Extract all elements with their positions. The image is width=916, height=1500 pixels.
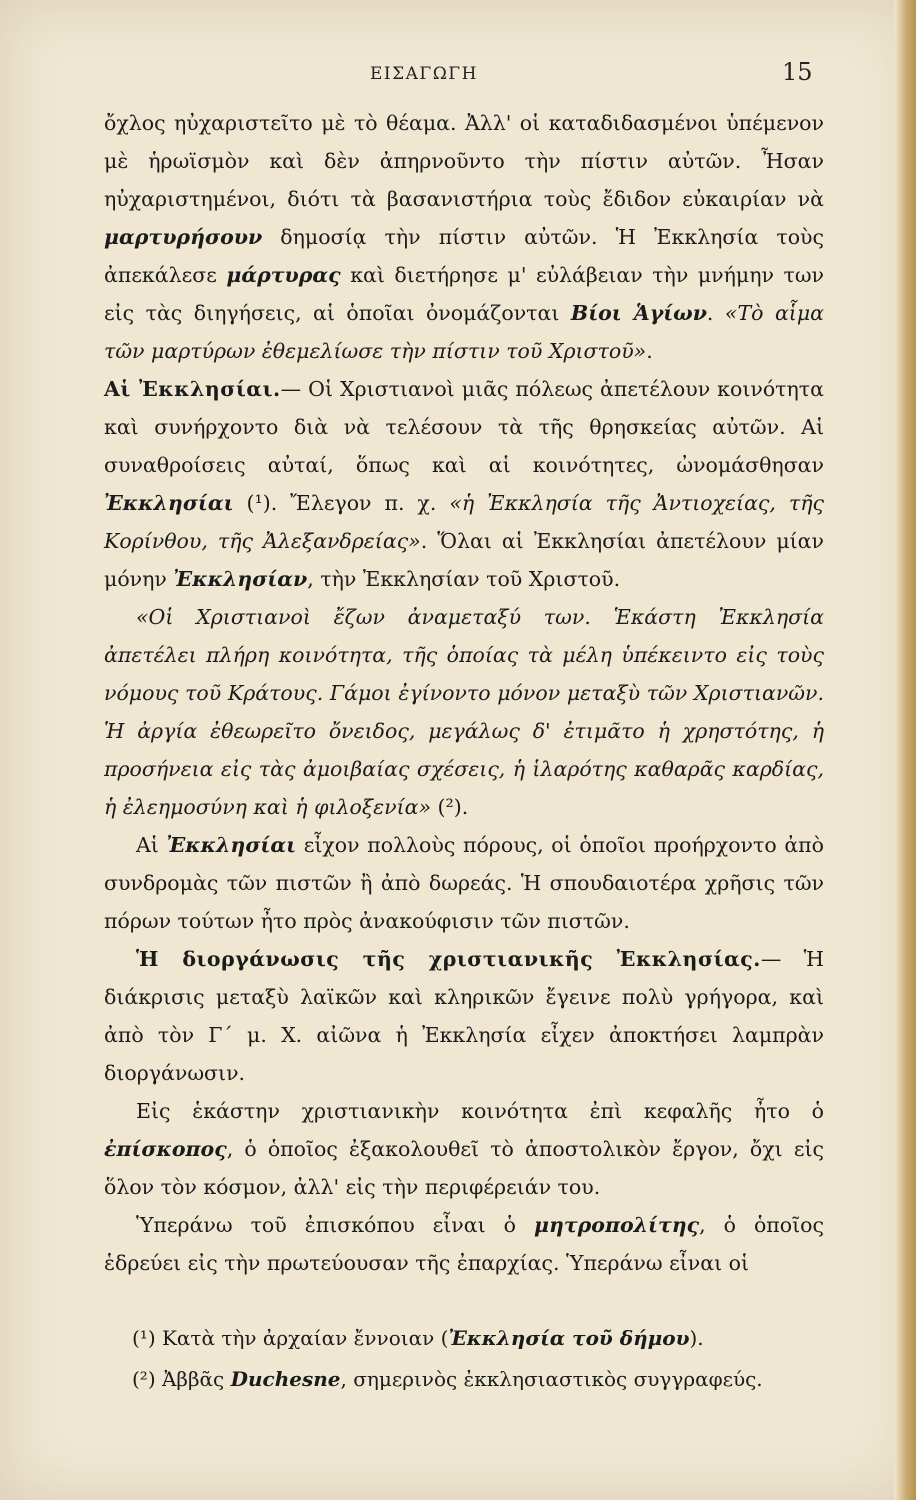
emphasis: Ἐκκλησίαι [166, 833, 297, 857]
running-head: ΕΙΣΑΓΩΓΗ [370, 64, 478, 84]
emphasis: μάρτυρας [226, 263, 341, 287]
section-heading: Ἡ διοργάνωσις τῆς χριστιανικῆς Ἐκκλησίας. [136, 947, 761, 971]
emphasis: Ἐκκλησίαν [173, 567, 308, 591]
emphasis: Βίοι Ἁγίων [570, 301, 707, 325]
emphasis: Duchesne [230, 1367, 341, 1391]
paragraph-resources: Αἱ Ἐκκλησίαι εἶχον πολλοὺς πόρους, οἱ ὁποῖοι προήρχοντο ἀπὸ συνδρομὰς τῶν πιστῶν ἢ ἀπὸ δωρεάς. Ἡ σπουδαιοτέρα χρῆσις τῶν πόρων τούτων ἦτο πρὸς ἀνακούφισιν τῶν πιστῶν. [104, 833, 824, 933]
emphasis: ἐπίσκοπος [104, 1137, 227, 1161]
quotation: «Οἱ Χριστιανοὶ ἔζων ἀναμεταξύ των. Ἑκάστη Ἐκκλησία ἀπετέλει πλήρη κοινότητα, τῆς ὁποίας τὰ μέλη ὑπέκειντο εἰς τοὺς νόμους τοῦ Κράτους. Γάμοι ἐγίνοντο μόνον μεταξὺ τῶν Χριστιανῶν. Ἡ ἀργία ἐθεωρεῖτο ὄνειδος, μεγάλως δ' ἐτιμᾶτο ἡ χρηστότης, ἡ προσήνεια εἰς τὰς ἀμοιβαίας σχέσεις, ἡ ἱλαρότης καθαρᾶς καρδίας, ἡ ἐλεημοσύνη καὶ ἡ φιλοξενία» [104, 605, 824, 819]
paragraph-bishop: Εἰς ἑκάστην χριστιανικὴν κοινότητα ἐπὶ κεφαλῆς ἦτο ὁ ἐπίσκοπος, ὁ ὁποῖος ἐξακολουθεῖ τὸ ἀποστολικὸν ἔργον, ὄχι εἰς ὅλον τὸν κόσμον, ἀλλ' εἰς τὴν περιφέρειάν του. [104, 1099, 824, 1199]
emphasis: μαρτυρήσουν [104, 225, 263, 249]
paragraph-organization: Ἡ διοργάνωσις τῆς χριστιανικῆς Ἐκκλησίας.— Ἡ διάκρισις μεταξὺ λαϊκῶν καὶ κληρικῶν ἔγεινε πολὺ γρήγορα, καὶ ἀπὸ τὸν Γ΄ μ. Χ. αἰῶνα ἡ Ἐκκλησία εἶχεν ἀποκτήσει λαμπρὰν διοργάνωσιν. [104, 947, 824, 1085]
emphasis: Ἐκκλησίαι [104, 491, 234, 515]
paragraph-martyrs: ὄχλος ηὐχαριστεῖτο μὲ τὸ θέαμα. Ἀλλ' οἱ καταδιδασμένοι ὑπέμενον μὲ ἡρωϊσμὸν καὶ δὲν ἀπηρνοῦντο τὴν πίστιν αὐτῶν. Ἦσαν ηὐχαριστημένοι, διότι τὰ βασανιστήρια τοὺς ἔδιδον εὐκαιρίαν νὰ μαρτυρήσουν δημοσίᾳ τὴν πίστιν αὐτῶν. Ἡ Ἐκκλησία τοὺς ἀπεκάλεσε μάρτυρας καὶ διετήρησε μ' εὐλάβειαν τὴν μνήμην των εἰς τὰς διηγήσεις, αἱ ὁποῖαι ὀνομάζονται Βίοι Ἁγίων. «Τὸ αἷμα τῶν μαρτύρων ἐθεμελίωσε τὴν πίστιν τοῦ Χριστοῦ». [104, 111, 824, 363]
body-text [104, 104, 824, 1282]
emphasis: Ἐκκλησία τοῦ δήμου [448, 1326, 690, 1350]
paragraph-churches: Αἱ Ἐκκλησίαι.— Οἱ Χριστιανοὶ μιᾶς πόλεως ἀπετέλουν κοινότητα καὶ συνήρχοντο διὰ νὰ τελέσουν τὰ τῆς θρησκείας αὐτῶν. Αἱ συναθροίσεις αὐταί, ὅπως καὶ αἱ κοινότητες, ὠνομάσθησαν Ἐκκλησίαι (¹). Ἔλεγον π. χ. «ἡ Ἐκκλησία τῆς Ἀντιοχείας, τῆς Κορίνθου, τῆς Ἀλεξανδρείας». Ὅλαι αἱ Ἐκκλησίαι ἀπετέλουν μίαν μόνην Ἐκκλησίαν, τὴν Ἐκκλησίαν τοῦ Χριστοῦ. [104, 377, 824, 591]
section-heading: Αἱ Ἐκκλησίαι. [104, 377, 281, 401]
paragraph-quote: «Οἱ Χριστιανοὶ ἔζων ἀναμεταξύ των. Ἑκάστη Ἐκκλησία ἀπετέλει πλήρη κοινότητα, τῆς ὁποίας τὰ μέλη ὑπέκειντο εἰς τοὺς νόμους τοῦ Κράτους. Γάμοι ἐγίνοντο μόνον μεταξὺ τῶν Χριστιανῶν. Ἡ ἀργία ἐθεωρεῖτο ὄνειδος, μεγάλως δ' ἐτιμᾶτο ἡ χρηστότης, ἡ προσήνεια εἰς τὰς ἀμοιβαίας σχέσεις, ἡ ἱλαρότης καθαρᾶς καρδίας, ἡ ἐλεημοσύνη καὶ ἡ φιλοξενία» (²). [104, 605, 824, 819]
page-edge [894, 0, 916, 1500]
paragraph-metropolitan: Ὑπεράνω τοῦ ἐπισκόπου εἶναι ὁ μητροπολίτης, ὁ ὁποῖος ἑδρεύει εἰς τὴν πρωτεύουσαν τῆς ἐπαρχίας. Ὑπεράνω εἶναι οἱ [104, 1213, 824, 1275]
quotation: «Τὸ αἷμα τῶν μαρτύρων ἐθεμελίωσε τὴν πίστιν τοῦ Χριστοῦ» [104, 301, 824, 363]
footnotes [104, 1318, 824, 1400]
footnote-2: (²) Ἀββᾶς Duchesne, σημερινὸς ἐκκλησιαστικὸς συγγραφεύς. [132, 1367, 763, 1391]
quotation: «ἡ Ἐκκλησία τῆς Ἀντιοχείας, τῆς Κορίνθου, τῆς Ἀλεξανδρείας» [104, 491, 824, 553]
page-header [0, 58, 916, 94]
emphasis: μητροπολίτης [533, 1213, 700, 1237]
page-number: 15 [782, 58, 813, 86]
footnote-1: (¹) Κατὰ τὴν ἀρχαίαν ἔννοιαν (Ἐκκλησία τοῦ δήμου). [132, 1326, 704, 1350]
